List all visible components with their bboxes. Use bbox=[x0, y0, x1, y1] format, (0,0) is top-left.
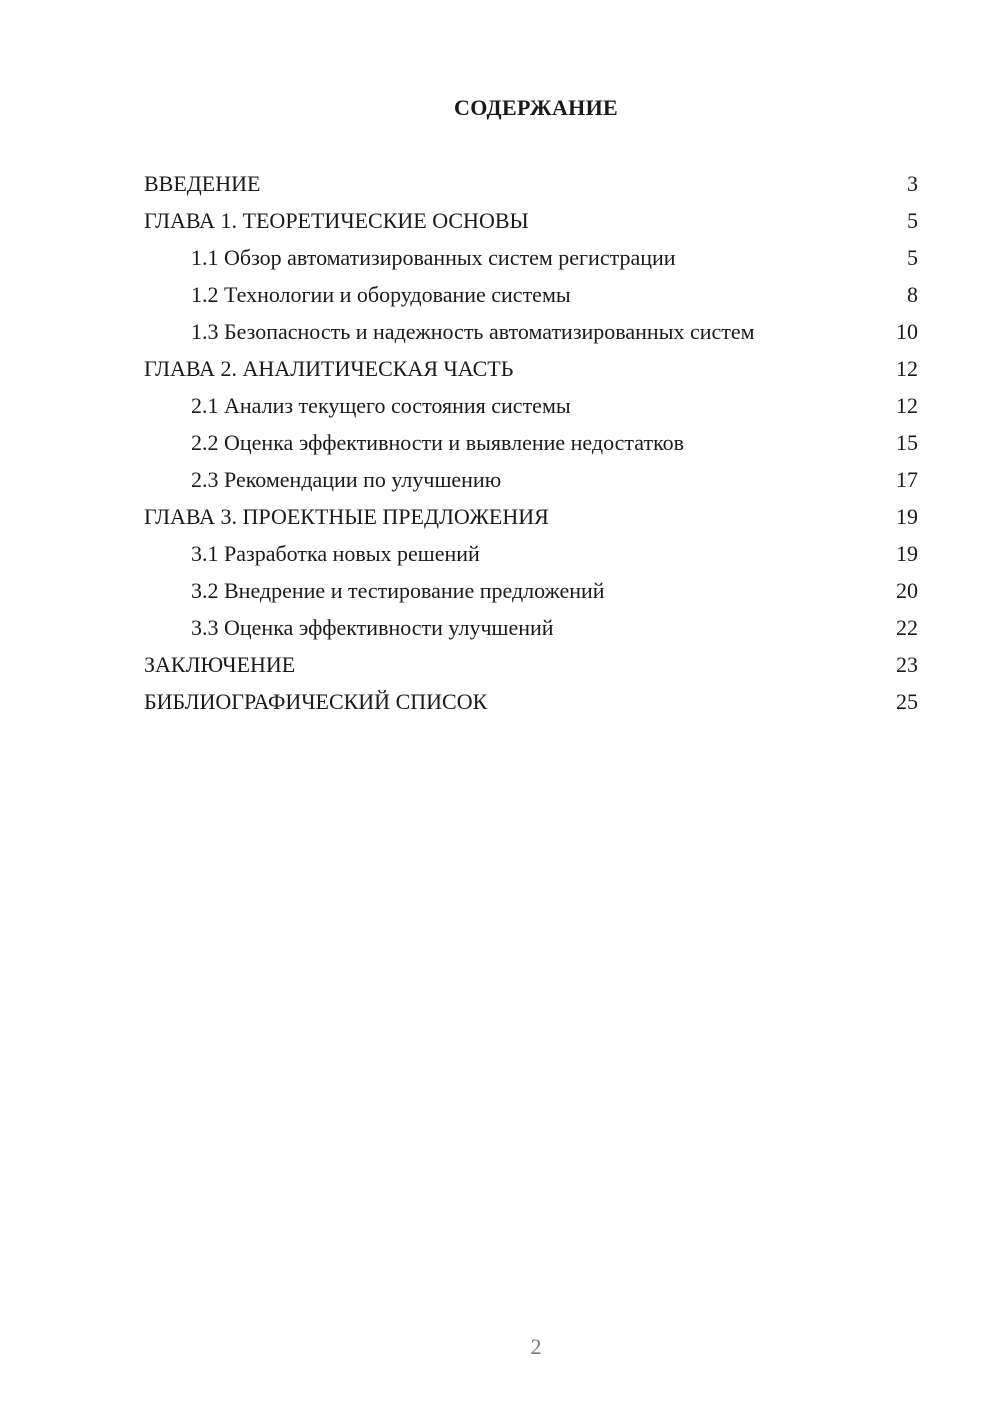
toc-entry-label: 3.3 Оценка эффективности улучшений bbox=[191, 615, 554, 640]
toc-entry-page: 25 bbox=[896, 689, 918, 714]
toc-entry-page: 8 bbox=[907, 282, 918, 307]
toc-entry-chapter-3[interactable] bbox=[144, 503, 918, 530]
toc-entry-page: 12 bbox=[896, 356, 918, 381]
toc-entry-page: 23 bbox=[896, 652, 918, 677]
toc-entry-label: 1.2 Технологии и оборудование системы bbox=[191, 282, 571, 307]
toc-entry-label: ВВЕДЕНИЕ bbox=[144, 171, 261, 196]
toc-entry-section-3-2[interactable] bbox=[144, 577, 918, 604]
toc-entry-conclusion[interactable] bbox=[144, 651, 918, 678]
toc-entry-page: 20 bbox=[896, 578, 918, 603]
toc-entry-page: 17 bbox=[896, 467, 918, 492]
toc-entry-chapter-1[interactable] bbox=[144, 207, 918, 234]
toc-entry-section-2-2[interactable] bbox=[144, 429, 918, 456]
toc-entry-page: 3 bbox=[907, 171, 918, 196]
toc-entry-section-3-1[interactable] bbox=[144, 540, 918, 567]
toc-entry-label: 3.2 Внедрение и тестирование предложений bbox=[191, 578, 605, 603]
toc-entry-label: ГЛАВА 3. ПРОЕКТНЫЕ ПРЕДЛОЖЕНИЯ bbox=[144, 504, 549, 529]
table-of-contents bbox=[144, 170, 918, 725]
toc-entry-label: 3.1 Разработка новых решений bbox=[191, 541, 480, 566]
toc-entry-label: 2.2 Оценка эффективности и выявление недостатков bbox=[191, 430, 685, 455]
toc-entry-page: 12 bbox=[896, 393, 918, 418]
toc-entry-page: 10 bbox=[896, 319, 918, 344]
toc-entry-label: ГЛАВА 2. АНАЛИТИЧЕСКАЯ ЧАСТЬ bbox=[144, 356, 514, 381]
toc-entry-page: 5 bbox=[907, 208, 918, 233]
toc-entry-page: 22 bbox=[896, 615, 918, 640]
toc-entry-page: 15 bbox=[896, 430, 918, 455]
toc-entry-bibliography[interactable] bbox=[144, 688, 918, 715]
toc-entry-section-1-3[interactable] bbox=[144, 318, 918, 345]
toc-entry-introduction[interactable] bbox=[144, 170, 918, 197]
toc-entry-section-2-1[interactable] bbox=[144, 392, 918, 419]
toc-entry-page: 19 bbox=[896, 504, 918, 529]
toc-entry-page: 19 bbox=[896, 541, 918, 566]
toc-entry-label: 2.1 Анализ текущего состояния системы bbox=[191, 393, 571, 418]
toc-entry-section-2-3[interactable] bbox=[144, 466, 918, 493]
page-number: 2 bbox=[530, 1334, 542, 1359]
toc-entry-chapter-2[interactable] bbox=[144, 355, 918, 382]
toc-entry-section-1-1[interactable] bbox=[144, 244, 918, 271]
toc-entry-label: ЗАКЛЮЧЕНИЕ bbox=[144, 652, 296, 677]
toc-entry-label: 1.1 Обзор автоматизированных систем регистрации bbox=[191, 245, 676, 270]
toc-entry-section-1-2[interactable] bbox=[144, 281, 918, 308]
toc-entry-section-3-3[interactable] bbox=[144, 614, 918, 641]
toc-entry-label: ГЛАВА 1. ТЕОРЕТИЧЕСКИЕ ОСНОВЫ bbox=[144, 208, 529, 233]
toc-entry-page: 5 bbox=[907, 245, 918, 270]
toc-entry-label: БИБЛИОГРАФИЧЕСКИЙ СПИСОК bbox=[144, 689, 488, 714]
toc-entry-label: 1.3 Безопасность и надежность автоматизированных систем bbox=[191, 319, 755, 344]
toc-entry-label: 2.3 Рекомендации по улучшению bbox=[191, 467, 502, 492]
page-title: СОДЕРЖАНИЕ bbox=[454, 95, 618, 120]
